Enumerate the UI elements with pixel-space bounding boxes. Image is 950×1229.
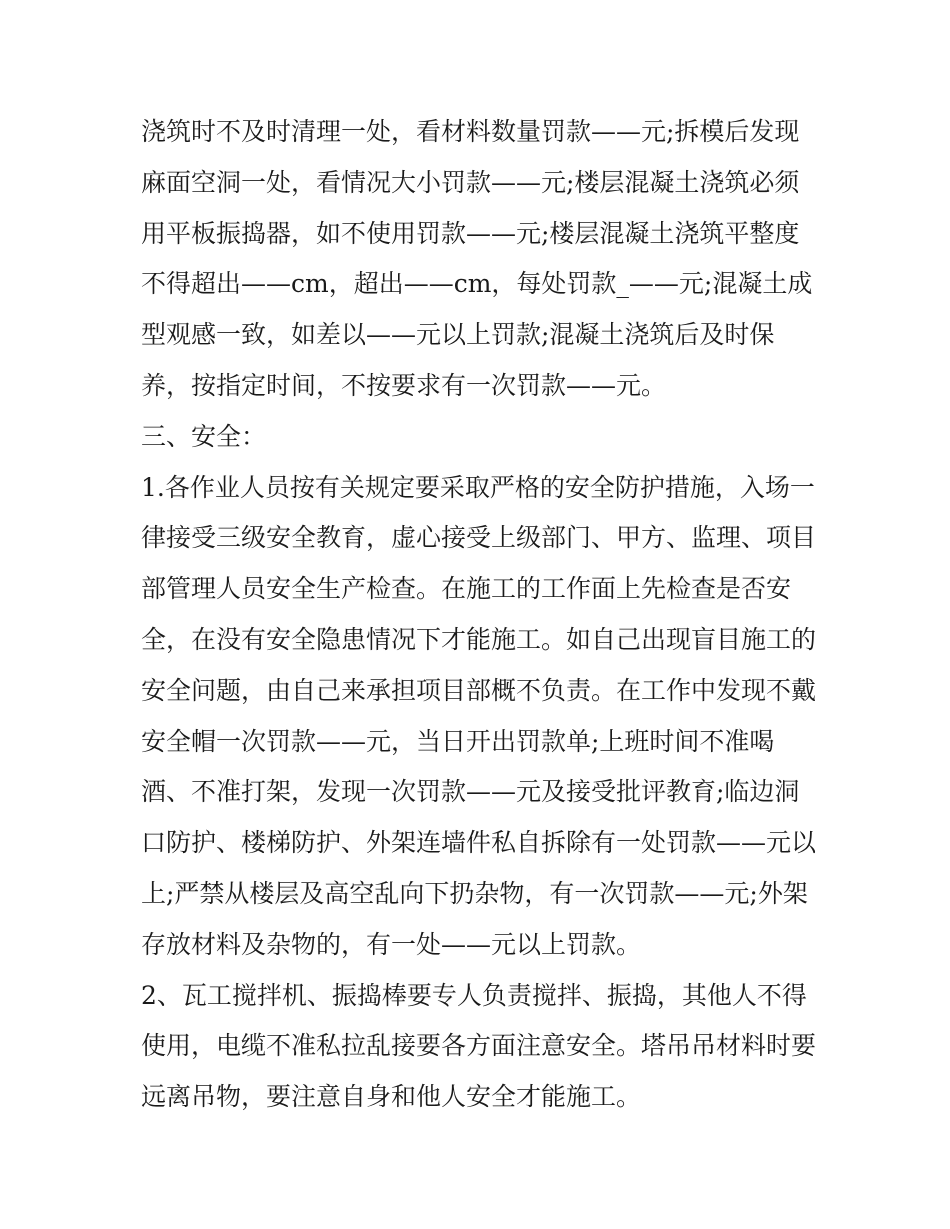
- text-line: 2、瓦工搅拌机、振捣棒要专人负责搅拌、振捣，其他人不得: [141, 980, 807, 1010]
- text-line: 型观感一致，如差以——元以上罚款;混凝土浇筑后及时保: [141, 320, 775, 350]
- section-heading: 三、安全：: [141, 421, 267, 451]
- text-line: 上;严禁从楼层及高空乱向下扔杂物，有一次罚款——元;外架: [141, 878, 808, 908]
- text-line: 使用，电缆不准私拉乱接要各方面注意安全。塔吊吊材料时要: [141, 1031, 817, 1061]
- text-line: 安全帽一次罚款——元，当日开出罚款单;上班时间不准喝: [141, 726, 775, 756]
- text-line: 口防护、楼梯防护、外架连墙件私自拆除有一处罚款——元以: [141, 828, 817, 858]
- text-line: 麻面空洞一处，看情况大小罚款——元;楼层混凝土浇筑必须: [141, 167, 800, 197]
- text-line: 养，按指定时间，不按要求有一次罚款——元。: [141, 370, 667, 400]
- text-line: 安全问题，由自己来承担项目部概不负责。在工作中发现不戴: [141, 675, 817, 705]
- text-line: 用平板振捣器，如不使用罚款——元;楼层混凝土浇筑平整度: [141, 218, 800, 248]
- text-line: 1.各作业人员按有关规定要采取严格的安全防护措施，入场一: [141, 472, 815, 502]
- text-line: 浇筑时不及时清理一处，看材料数量罚款——元;拆模后发现: [141, 117, 800, 146]
- text-line: 不得超出——cm，超出——cm，每处罚款_——元;混凝土成: [141, 269, 813, 299]
- document-body: [141, 107, 821, 1123]
- text-line: 律接受三级安全教育，虚心接受上级部门、甲方、监理、项目: [141, 523, 817, 553]
- text-line: 部管理人员安全生产检查。在施工的工作面上先检查是否安: [141, 574, 792, 604]
- text-line: 酒、不准打架，发现一次罚款——元及接受批评教育;临边洞: [141, 777, 800, 807]
- text-line: 远离吊物，要注意自身和他人安全才能施工。: [141, 1082, 642, 1112]
- text-line: 存放材料及杂物的，有一处——元以上罚款。: [141, 929, 642, 959]
- text-line: 全，在没有安全隐患情况下才能施工。如自己出现盲目施工的: [141, 624, 817, 654]
